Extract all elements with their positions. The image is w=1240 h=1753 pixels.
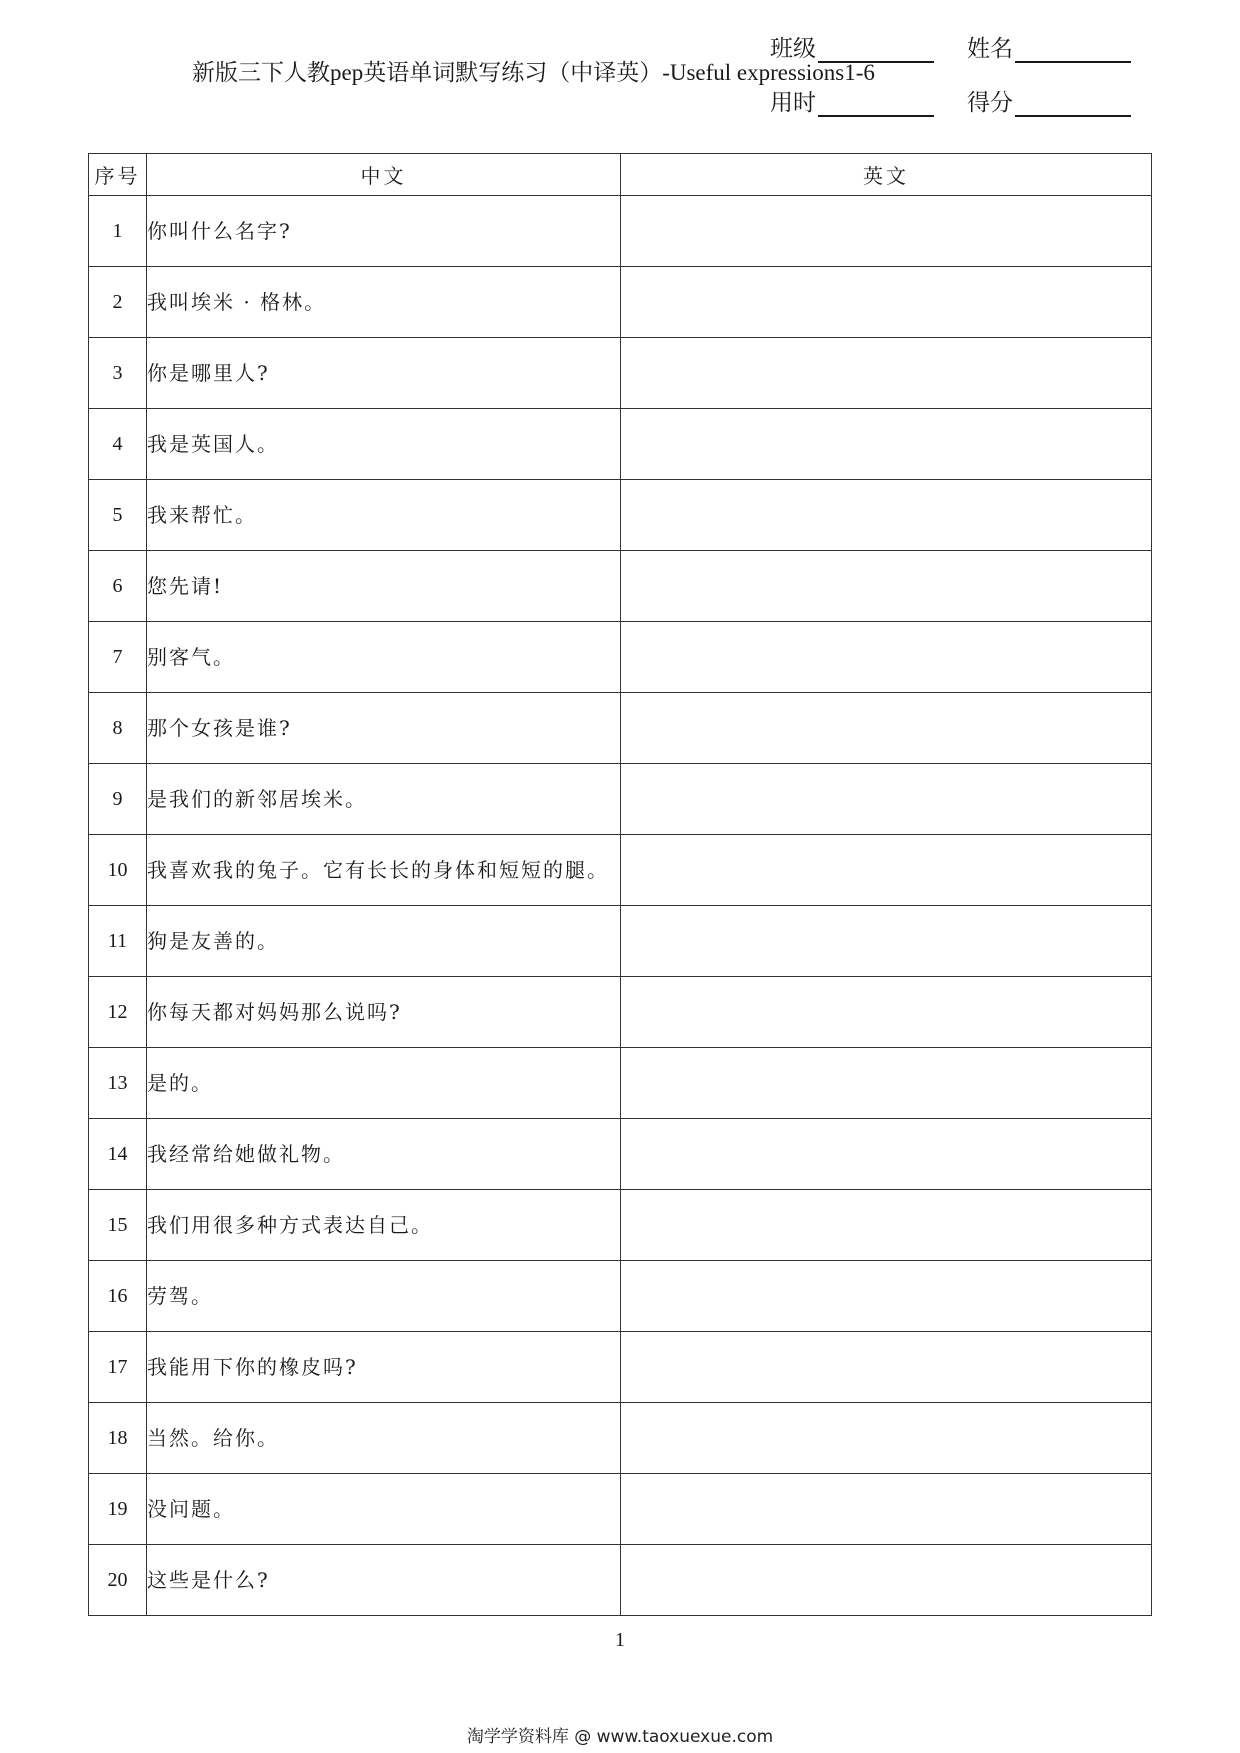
table-header-row: [89, 154, 1152, 196]
table-row: [89, 977, 1152, 1048]
worksheet-title: 新版三下人教pep英语单词默写练习（中译英）-Useful expressions1-6: [192, 60, 875, 85]
english-answer-cell[interactable]: [621, 1545, 1152, 1616]
time-blank[interactable]: [818, 93, 934, 117]
row-number: 8: [89, 693, 147, 764]
chinese-phrase: 劳驾。: [147, 1261, 621, 1332]
table-row: [89, 906, 1152, 977]
english-answer-cell[interactable]: [621, 267, 1152, 338]
chinese-phrase: 您先请!: [147, 551, 621, 622]
table-row: [89, 480, 1152, 551]
chinese-phrase: 别客气。: [147, 622, 621, 693]
header-en: 英文: [621, 154, 1152, 196]
row-number: 19: [89, 1474, 147, 1545]
row-number: 15: [89, 1190, 147, 1261]
table-row: [89, 267, 1152, 338]
row-number: 12: [89, 977, 147, 1048]
table-row: [89, 1261, 1152, 1332]
english-answer-cell[interactable]: [621, 1048, 1152, 1119]
worksheet-header: [0, 0, 1240, 140]
chinese-phrase: 我能用下你的橡皮吗?: [147, 1332, 621, 1403]
time-field: [770, 84, 934, 117]
table-row: [89, 196, 1152, 267]
table-row: [89, 622, 1152, 693]
english-answer-cell[interactable]: [621, 1119, 1152, 1190]
row-number: 13: [89, 1048, 147, 1119]
name-label: 姓名: [967, 36, 1013, 62]
dictation-table: [88, 153, 1152, 1616]
english-answer-cell[interactable]: [621, 977, 1152, 1048]
english-answer-cell[interactable]: [621, 1332, 1152, 1403]
header-cn: 中文: [147, 154, 621, 196]
chinese-phrase: 那个女孩是谁?: [147, 693, 621, 764]
table-row: [89, 835, 1152, 906]
table-row: [89, 1190, 1152, 1261]
chinese-phrase: 是的。: [147, 1048, 621, 1119]
chinese-phrase: 我喜欢我的兔子。它有长长的身体和短短的腿。: [147, 835, 621, 906]
english-answer-cell[interactable]: [621, 835, 1152, 906]
row-number: 5: [89, 480, 147, 551]
chinese-phrase: 是我们的新邻居埃米。: [147, 764, 621, 835]
table-row: [89, 1119, 1152, 1190]
class-label: 班级: [770, 36, 816, 62]
chinese-phrase: 我们用很多种方式表达自己。: [147, 1190, 621, 1261]
chinese-phrase: 你叫什么名字?: [147, 196, 621, 267]
row-number: 7: [89, 622, 147, 693]
class-blank[interactable]: [818, 39, 934, 63]
row-number: 14: [89, 1119, 147, 1190]
time-label: 用时: [770, 90, 816, 116]
score-blank[interactable]: [1015, 93, 1131, 117]
page-number: 1: [615, 1629, 625, 1651]
chinese-phrase: 我来帮忙。: [147, 480, 621, 551]
table-row: [89, 1403, 1152, 1474]
english-answer-cell[interactable]: [621, 1474, 1152, 1545]
row-number: 16: [89, 1261, 147, 1332]
chinese-phrase: 你每天都对妈妈那么说吗?: [147, 977, 621, 1048]
score-field: [967, 84, 1131, 117]
table-row: [89, 693, 1152, 764]
chinese-phrase: 我经常给她做礼物。: [147, 1119, 621, 1190]
english-answer-cell[interactable]: [621, 764, 1152, 835]
chinese-phrase: 我叫埃米 · 格林。: [147, 267, 621, 338]
row-number: 6: [89, 551, 147, 622]
header-no: 序号: [89, 154, 147, 196]
table-row: [89, 1545, 1152, 1616]
chinese-phrase: 这些是什么?: [147, 1545, 621, 1616]
class-field: [770, 30, 934, 63]
score-label: 得分: [967, 90, 1013, 116]
table-row: [89, 764, 1152, 835]
footer-watermark: 淘学学资料库 @ www.taoxuexue.com: [466, 1727, 774, 1747]
name-field: [967, 30, 1131, 63]
english-answer-cell[interactable]: [621, 480, 1152, 551]
row-number: 18: [89, 1403, 147, 1474]
english-answer-cell[interactable]: [621, 1261, 1152, 1332]
row-number: 1: [89, 196, 147, 267]
table-row: [89, 338, 1152, 409]
chinese-phrase: 你是哪里人?: [147, 338, 621, 409]
row-number: 20: [89, 1545, 147, 1616]
english-answer-cell[interactable]: [621, 693, 1152, 764]
row-number: 11: [89, 906, 147, 977]
name-blank[interactable]: [1015, 39, 1131, 63]
english-answer-cell[interactable]: [621, 1190, 1152, 1261]
table-row: [89, 1332, 1152, 1403]
row-number: 9: [89, 764, 147, 835]
english-answer-cell[interactable]: [621, 1403, 1152, 1474]
english-answer-cell[interactable]: [621, 338, 1152, 409]
table-row: [89, 1474, 1152, 1545]
table-row: [89, 551, 1152, 622]
row-number: 3: [89, 338, 147, 409]
row-number: 4: [89, 409, 147, 480]
row-number: 10: [89, 835, 147, 906]
english-answer-cell[interactable]: [621, 409, 1152, 480]
english-answer-cell[interactable]: [621, 551, 1152, 622]
english-answer-cell[interactable]: [621, 906, 1152, 977]
english-answer-cell[interactable]: [621, 622, 1152, 693]
chinese-phrase: 没问题。: [147, 1474, 621, 1545]
row-number: 2: [89, 267, 147, 338]
table-row: [89, 1048, 1152, 1119]
chinese-phrase: 当然。给你。: [147, 1403, 621, 1474]
row-number: 17: [89, 1332, 147, 1403]
chinese-phrase: 狗是友善的。: [147, 906, 621, 977]
chinese-phrase: 我是英国人。: [147, 409, 621, 480]
table-row: [89, 409, 1152, 480]
english-answer-cell[interactable]: [621, 196, 1152, 267]
